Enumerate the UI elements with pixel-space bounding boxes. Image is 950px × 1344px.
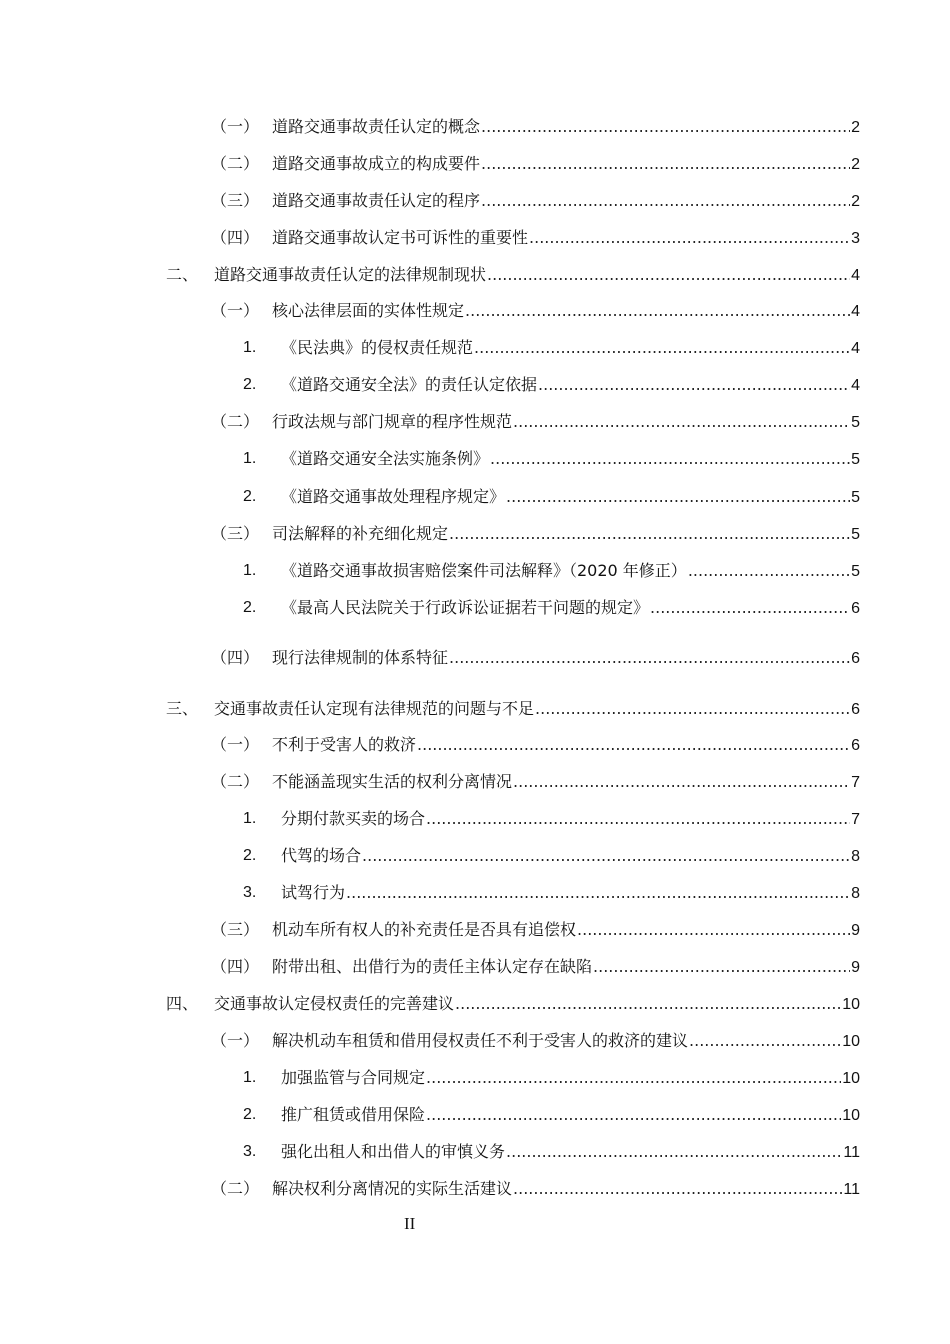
dot-leader (577, 918, 850, 942)
dot-leader (506, 485, 850, 509)
toc-entry-page: 8 (851, 848, 860, 865)
toc-entry-page: 10 (842, 996, 860, 1013)
toc-entry[interactable] (0, 1066, 950, 1090)
toc-entry-number: 1. (243, 810, 257, 827)
toc-entry-page: 5 (851, 489, 860, 506)
dot-leader (529, 226, 850, 250)
toc-entry-number: （四） (211, 648, 260, 667)
dot-leader (513, 1177, 842, 1201)
dot-leader (593, 955, 850, 979)
dot-leader (449, 522, 850, 546)
toc-entry-number: （一） (211, 117, 260, 136)
toc-entry[interactable] (0, 1177, 950, 1201)
toc-entry-title: 《道路交通事故处理程序规定》 (281, 487, 506, 506)
toc-entry-title: 现行法律规制的体系特征 (272, 648, 449, 667)
toc-entry[interactable] (0, 189, 950, 213)
toc-entry-page: 6 (851, 737, 860, 754)
toc-entry[interactable] (0, 807, 950, 831)
dot-leader (455, 992, 841, 1016)
toc-entry-number: （三） (211, 920, 260, 939)
toc-entry[interactable] (0, 992, 950, 1016)
toc-entry-title: 《道路交通安全法》的责任认定依据 (281, 375, 538, 394)
toc-entry[interactable] (0, 955, 950, 979)
toc-entry[interactable] (0, 410, 950, 434)
toc-entry-number: （二） (211, 1179, 260, 1198)
toc-entry-title: 解决权利分离情况的实际生活建议 (272, 1179, 513, 1198)
toc-entry-title: 司法解释的补充细化规定 (272, 524, 449, 543)
toc-entry-title: 交通事故认定侵权责任的完善建议 (214, 994, 455, 1013)
toc-entry-number: 1. (243, 1069, 257, 1086)
toc-entry-page: 5 (851, 526, 860, 543)
dot-leader (513, 770, 850, 794)
toc-entry[interactable] (0, 226, 950, 250)
dot-leader (449, 646, 850, 670)
toc-entry-page: 4 (851, 340, 860, 357)
toc-entry-title: 加强监管与合同规定 (281, 1068, 426, 1087)
toc-entry-number: （一） (211, 301, 260, 320)
toc-entry-number: 2. (243, 847, 257, 864)
toc-entry-page: 5 (851, 451, 860, 468)
dot-leader (481, 115, 850, 139)
toc-entry-title: 交通事故责任认定现有法律规范的问题与不足 (214, 699, 535, 718)
toc-entry[interactable] (0, 1140, 950, 1164)
toc-entry-title: 《最高人民法院关于行政诉讼证据若干问题的规定》 (281, 598, 650, 617)
toc-entry-number: 3. (243, 1143, 257, 1160)
toc-entry-title: 《道路交通安全法实施条例》 (281, 449, 490, 468)
toc-entry[interactable] (0, 115, 950, 139)
toc-entry-number: （四） (211, 957, 260, 976)
page-footer (0, 1210, 950, 1238)
toc-entry-number: 2. (243, 599, 257, 616)
toc-entry-page: 10 (842, 1070, 860, 1087)
toc-entry-page: 9 (851, 959, 860, 976)
dot-leader (535, 697, 850, 721)
toc-entry[interactable] (0, 918, 950, 942)
dot-leader (506, 1140, 842, 1164)
toc-entry-number: （一） (211, 735, 260, 754)
toc-entry[interactable] (0, 522, 950, 546)
toc-entry-number: 3. (243, 884, 257, 901)
toc-entry-number: 1. (243, 339, 257, 356)
toc-entry-title: 分期付款买卖的场合 (281, 809, 426, 828)
dot-leader (417, 733, 850, 757)
toc-entry-number: 2. (243, 376, 257, 393)
dot-leader (481, 152, 850, 176)
toc-entry-title: 不利于受害人的救济 (272, 735, 417, 754)
toc-entry-number: （四） (211, 228, 260, 247)
toc-entry-title: 道路交通事故责任认定的概念 (272, 117, 481, 136)
toc-entry[interactable] (0, 152, 950, 176)
toc-entry[interactable] (0, 881, 950, 905)
toc-entry-title: 道路交通事故成立的构成要件 (272, 154, 481, 173)
dot-leader (426, 1103, 841, 1127)
toc-entry-title: 《道路交通事故损害赔偿案件司法解释》（2020 年修正） (281, 561, 687, 580)
toc-entry[interactable] (0, 447, 950, 471)
page-number: II (404, 1214, 416, 1233)
toc-entry[interactable] (0, 697, 950, 721)
toc-entry-title: 不能涵盖现实生活的权利分离情况 (272, 772, 513, 791)
toc-entry-number: 1. (243, 450, 257, 467)
toc-entry-page: 2 (851, 193, 860, 210)
dot-leader (490, 447, 850, 471)
toc-entry-number: 三、 (166, 699, 199, 718)
toc-entry-number: （二） (211, 412, 260, 431)
dot-leader (465, 299, 850, 323)
toc-entry-title: 强化出租人和出借人的审慎义务 (281, 1142, 506, 1161)
toc-entry-page: 4 (851, 267, 860, 284)
toc-entry[interactable] (0, 1103, 950, 1127)
toc-entry-title: 道路交通事故责任认定的法律规制现状 (214, 265, 487, 284)
dot-leader (426, 807, 850, 831)
toc-entry-number: 二、 (166, 265, 199, 284)
toc-entry[interactable] (0, 263, 950, 287)
toc-entry-page: 10 (842, 1107, 860, 1124)
toc-entry-page: 6 (851, 600, 860, 617)
toc-entry-title: 机动车所有权人的补充责任是否具有追偿权 (272, 920, 577, 939)
toc-entry[interactable] (0, 336, 950, 360)
toc-entry-page: 2 (851, 119, 860, 136)
toc-entry-title: 推广租赁或借用保险 (281, 1105, 426, 1124)
toc-entry-page: 5 (851, 414, 860, 431)
toc-entry[interactable] (0, 485, 950, 509)
toc-entry-page: 8 (851, 885, 860, 902)
dot-leader (474, 336, 850, 360)
toc-entry-page: 10 (842, 1033, 860, 1050)
toc-entry-title: 道路交通事故认定书可诉性的重要性 (272, 228, 529, 247)
toc-entry[interactable] (0, 733, 950, 757)
toc-entry-number: 1. (243, 562, 257, 579)
toc-entry-page: 5 (851, 563, 860, 580)
toc-entry-number: 2. (243, 488, 257, 505)
toc-entry-page: 4 (851, 377, 860, 394)
toc-entry-title: 代驾的场合 (281, 846, 362, 865)
toc-entry-page: 9 (851, 922, 860, 939)
dot-leader (689, 1029, 841, 1053)
toc-entry-number: （三） (211, 191, 260, 210)
toc-entry[interactable] (0, 770, 950, 794)
toc-entry-title: 《民法典》的侵权责任规范 (281, 338, 474, 357)
toc-entry-number: （二） (211, 154, 260, 173)
toc-entry-page: 7 (851, 774, 860, 791)
toc-entry[interactable] (0, 596, 950, 620)
toc-entry-number: 2. (243, 1106, 257, 1123)
dot-leader (346, 881, 850, 905)
dot-leader (487, 263, 850, 287)
dot-leader (688, 559, 850, 583)
toc-entry-page: 11 (843, 1144, 860, 1161)
toc-entry-number: （一） (211, 1031, 260, 1050)
toc-entry-page: 6 (851, 650, 860, 667)
toc-entry-number: （二） (211, 772, 260, 791)
toc-entry-title: 行政法规与部门规章的程序性规范 (272, 412, 513, 431)
toc-entry-page: 7 (851, 811, 860, 828)
toc-entry-page: 6 (851, 701, 860, 718)
toc-entry-page: 3 (851, 230, 860, 247)
toc-entry-title: 道路交通事故责任认定的程序 (272, 191, 481, 210)
dot-leader (362, 844, 850, 868)
toc-entry[interactable] (0, 844, 950, 868)
dot-leader (426, 1066, 841, 1090)
dot-leader (481, 189, 850, 213)
dot-leader (650, 596, 850, 620)
toc-entry[interactable] (0, 646, 950, 670)
toc-entry-page: 4 (851, 303, 860, 320)
toc-entry[interactable] (0, 299, 950, 323)
toc-entry-number: 四、 (166, 994, 199, 1013)
toc-entry-title: 解决机动车租赁和借用侵权责任不利于受害人的救济的建议 (272, 1031, 689, 1050)
toc-entry-page: 11 (843, 1181, 860, 1198)
toc-entry-title: 附带出租、出借行为的责任主体认定存在缺陷 (272, 957, 593, 976)
toc-entry-number: （三） (211, 524, 260, 543)
toc-entry[interactable] (0, 1029, 950, 1053)
dot-leader (538, 373, 850, 397)
toc-entry[interactable] (0, 373, 950, 397)
toc-entry[interactable] (0, 559, 950, 583)
dot-leader (513, 410, 850, 434)
toc-entry-title: 试驾行为 (281, 883, 346, 902)
toc-entry-title: 核心法律层面的实体性规定 (272, 301, 465, 320)
toc-entry-page: 2 (851, 156, 860, 173)
